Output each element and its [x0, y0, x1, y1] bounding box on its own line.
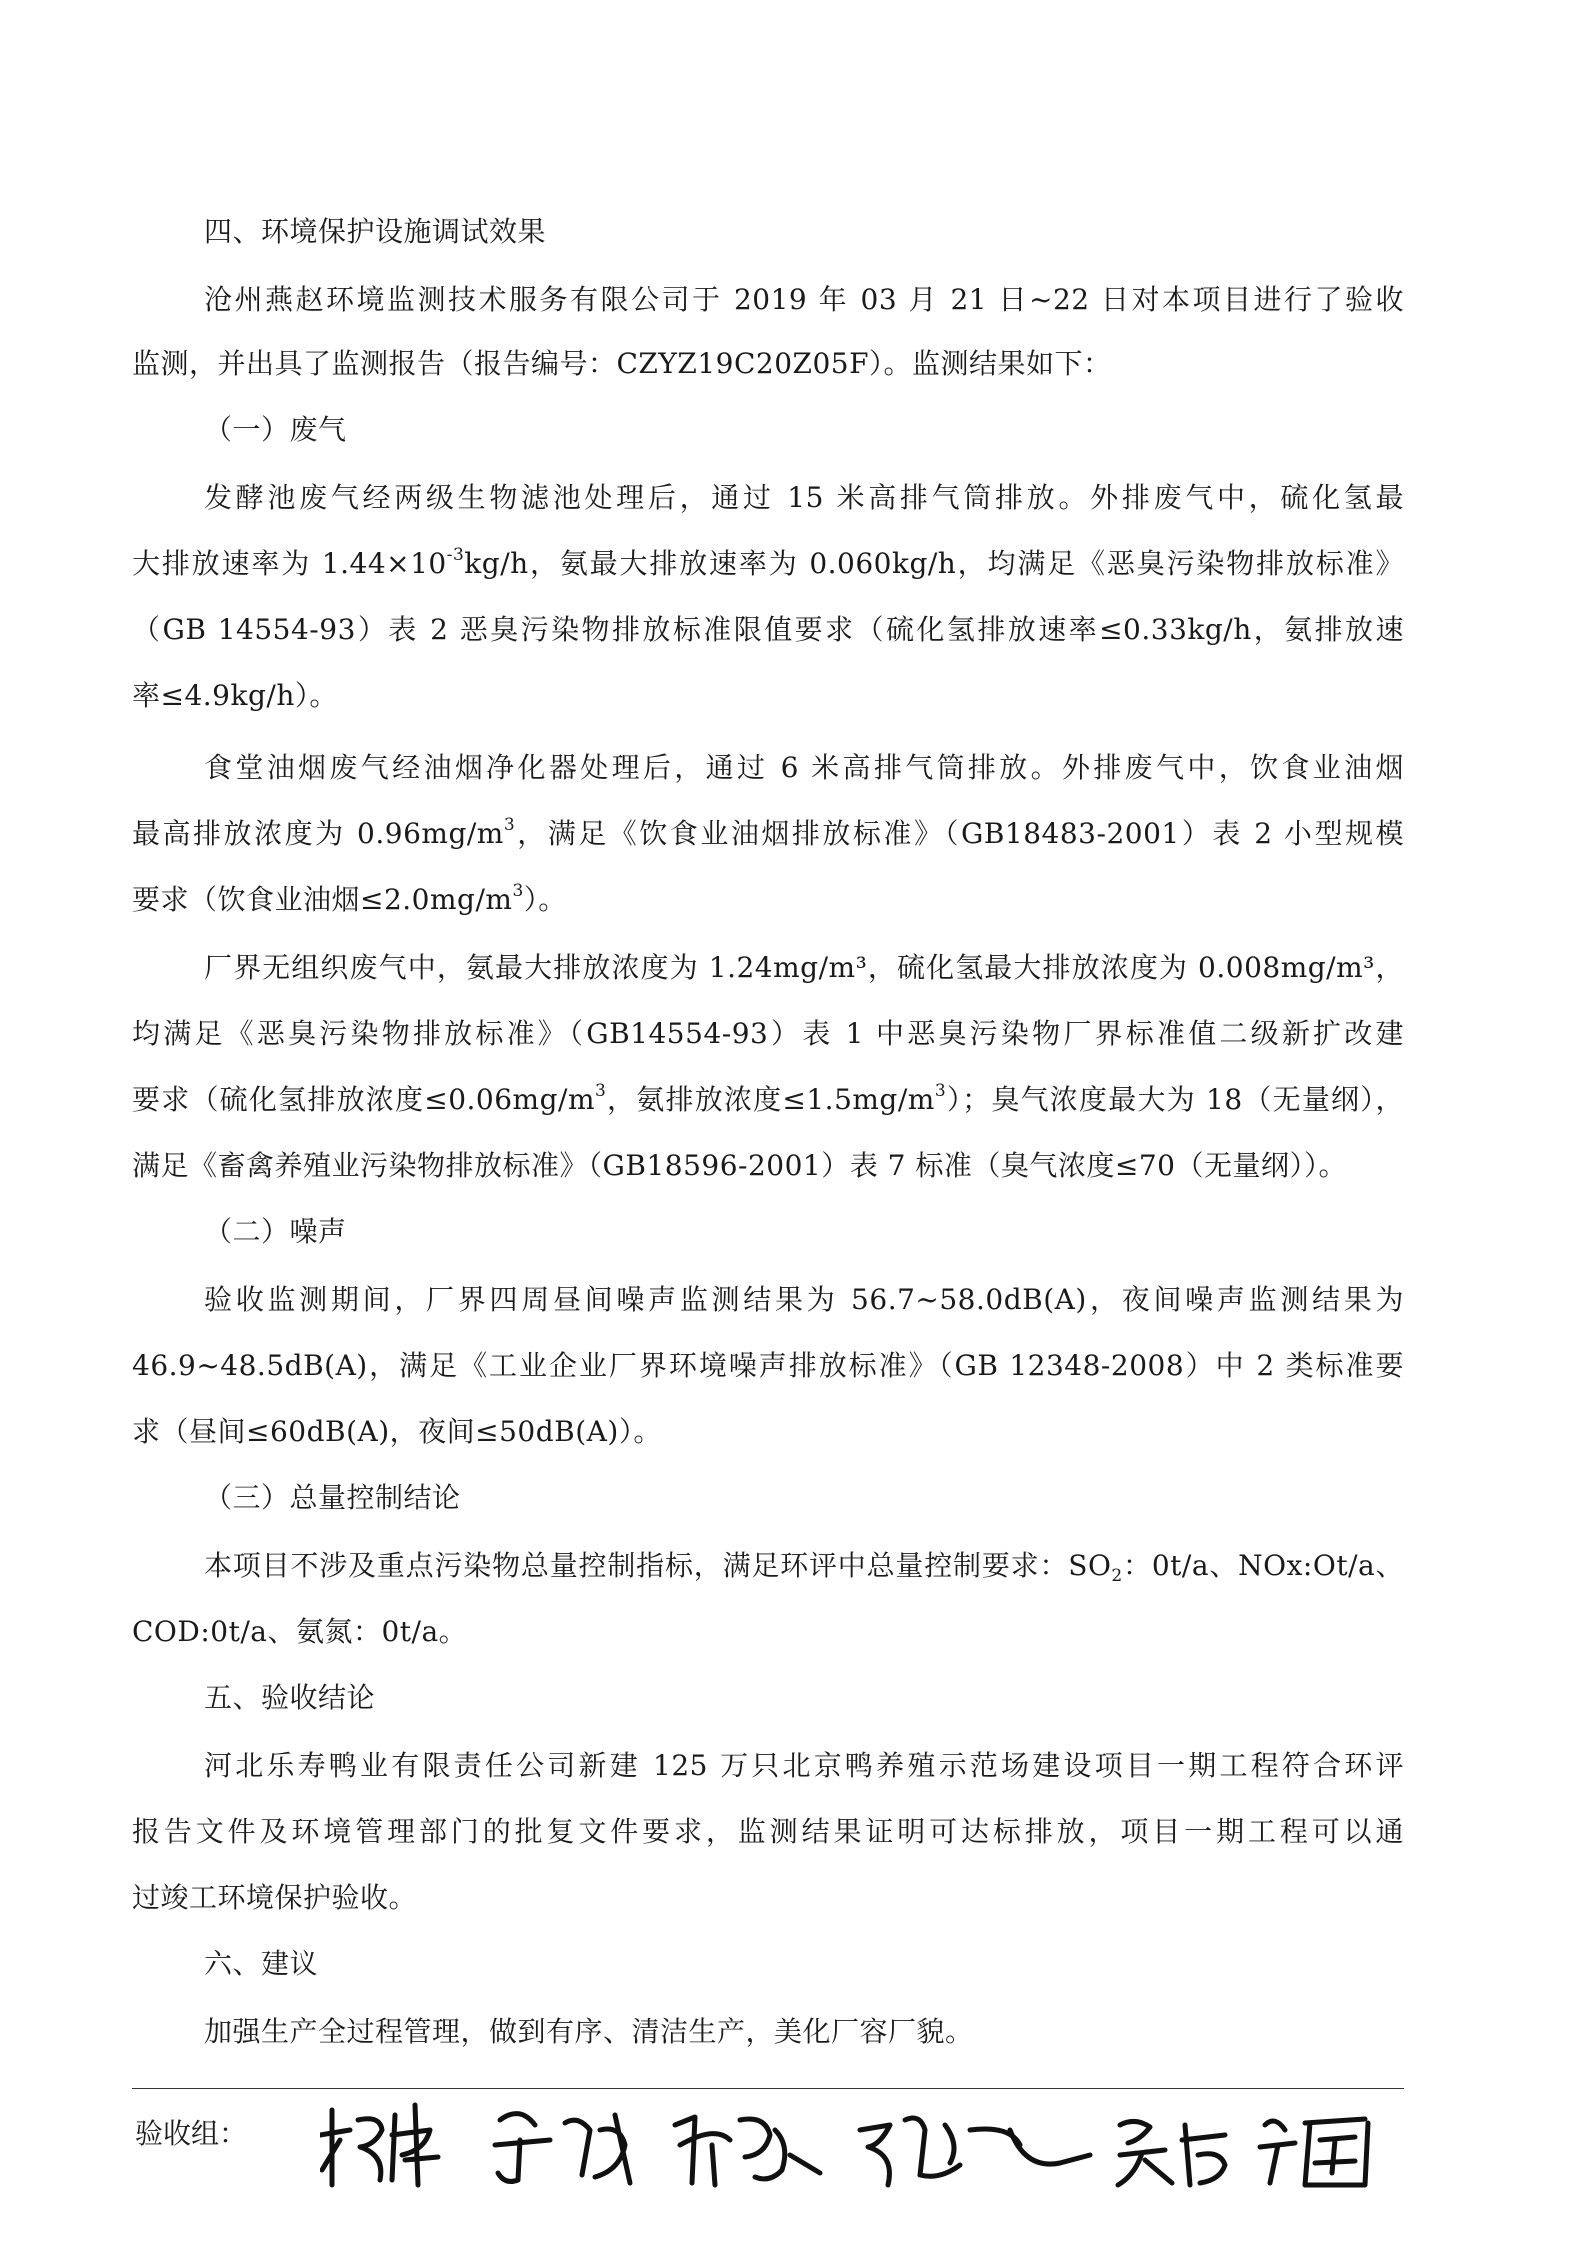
gas-p1-line-1: 发酵池废气经两级生物滤池处理后，通过 15 米高排气筒排放。外排废气中，硫化氢最 [204, 481, 1404, 514]
intro-line-2: 监测，并出具了监测报告（报告编号：CZYZ19C20Z05F）。监测结果如下： [132, 347, 1112, 380]
acceptance-group-label: 验收组： [135, 2117, 248, 2150]
gas-p3-line-1: 厂界无组织废气中，氨最大排放浓度为 1.24mg/m³，硫化氢最大排放浓度为 0.008mg/m³， [204, 951, 1404, 984]
section-5-heading: 五、验收结论 [204, 1681, 376, 1714]
gas-p3-line-3: 要求（硫化氢排放浓度$\le 0.06mg/m^3$，氨排放浓度$\le 1.5mg/m^3$）；臭气浓度最大为 18（无量纲）， [132, 1081, 1404, 1116]
gas-p2-line-3: 要求（饮食业油烟$\le 2.0mg/m^3$）。 [132, 881, 567, 916]
conclusion-line-2: 报告文件及环境管理部门的批复文件要求，监测结果证明可达标排放，项目一期工程可以通 [132, 1815, 1404, 1848]
conclusion-line-3: 过竣工环境保护验收。 [132, 1881, 418, 1914]
gas-p3-line-4: 满足《畜禽养殖业污染物排放标准》（GB18596-2001）表 7 标准（臭气浓度≤70（无量纲））。 [132, 1149, 1347, 1182]
gas-p2-line-1: 食堂油烟废气经油烟净化器处理后，通过 6 米高排气筒排放。外排废气中，饮食业油烟 [204, 751, 1404, 784]
section-4-heading: 四、环境保护设施调试效果 [204, 215, 547, 248]
total-line-2: COD:0t/a、氨氮：0t/a。 [132, 1615, 468, 1648]
conclusion-line-1: 河北乐寿鸭业有限责任公司新建 125 万只北京鸭养殖示范场建设项目一期工程符合环评 [204, 1749, 1404, 1782]
subheading-noise: （二）噪声 [204, 1215, 347, 1248]
intro-line-1: 沧州燕赵环境监测技术服务有限公司于 2019 年 03 月 21 日~22 日对本项目进行了验收 [204, 283, 1404, 316]
subheading-waste-gas: （一）废气 [204, 413, 347, 446]
noise-line-3: 求（昼间≤60dB(A)，夜间≤50dB(A)）。 [132, 1415, 662, 1448]
subheading-total-control: （三）总量控制结论 [204, 1481, 461, 1514]
gas-p3-line-2: 均满足《恶臭污染物排放标准》（GB14554-93）表 1 中恶臭污染物厂界标准值二级新扩改建 [132, 1017, 1404, 1050]
total-line-1: 本项目不涉及重点污染物总量控制指标，满足环评中总量控制要求：$SO_2$：0t/a、NOx:Ot/a、 [204, 1549, 1405, 1586]
gas-p1-line-3: （GB 14554-93）表 2 恶臭污染物排放标准限值要求（硫化氢排放速率≤0.33kg/h，氨排放速 [132, 613, 1404, 646]
noise-line-2: 46.9~48.5dB(A)，满足《工业企业厂界环境噪声排放标准》（GB 12348-2008）中 2 类标准要 [132, 1349, 1404, 1382]
handwritten-signatures [320, 2085, 1400, 2195]
noise-line-1: 验收监测期间，厂界四周昼间噪声监测结果为 56.7~58.0dB(A)，夜间噪声监测结果为 [204, 1283, 1404, 1316]
suggestion-text: 加强生产全过程管理，做到有序、清洁生产，美化厂容厂貌。 [204, 2015, 974, 2048]
gas-p1-line-2: 大排放速率为 $1.44\times 10^{-3}kg/h$，氨最大排放速率为 0.060kg/h，均满足《恶臭污染物排放标准》 [132, 545, 1404, 580]
gas-p1-line-4: 率≤4.9kg/h）。 [132, 679, 338, 712]
gas-p2-line-2: 最高排放浓度为 $0.96mg/m^3$，满足《饮食业油烟排放标准》（GB18483-2001）表 2 小型规模 [132, 815, 1404, 850]
section-6-heading: 六、建议 [204, 1947, 319, 1980]
